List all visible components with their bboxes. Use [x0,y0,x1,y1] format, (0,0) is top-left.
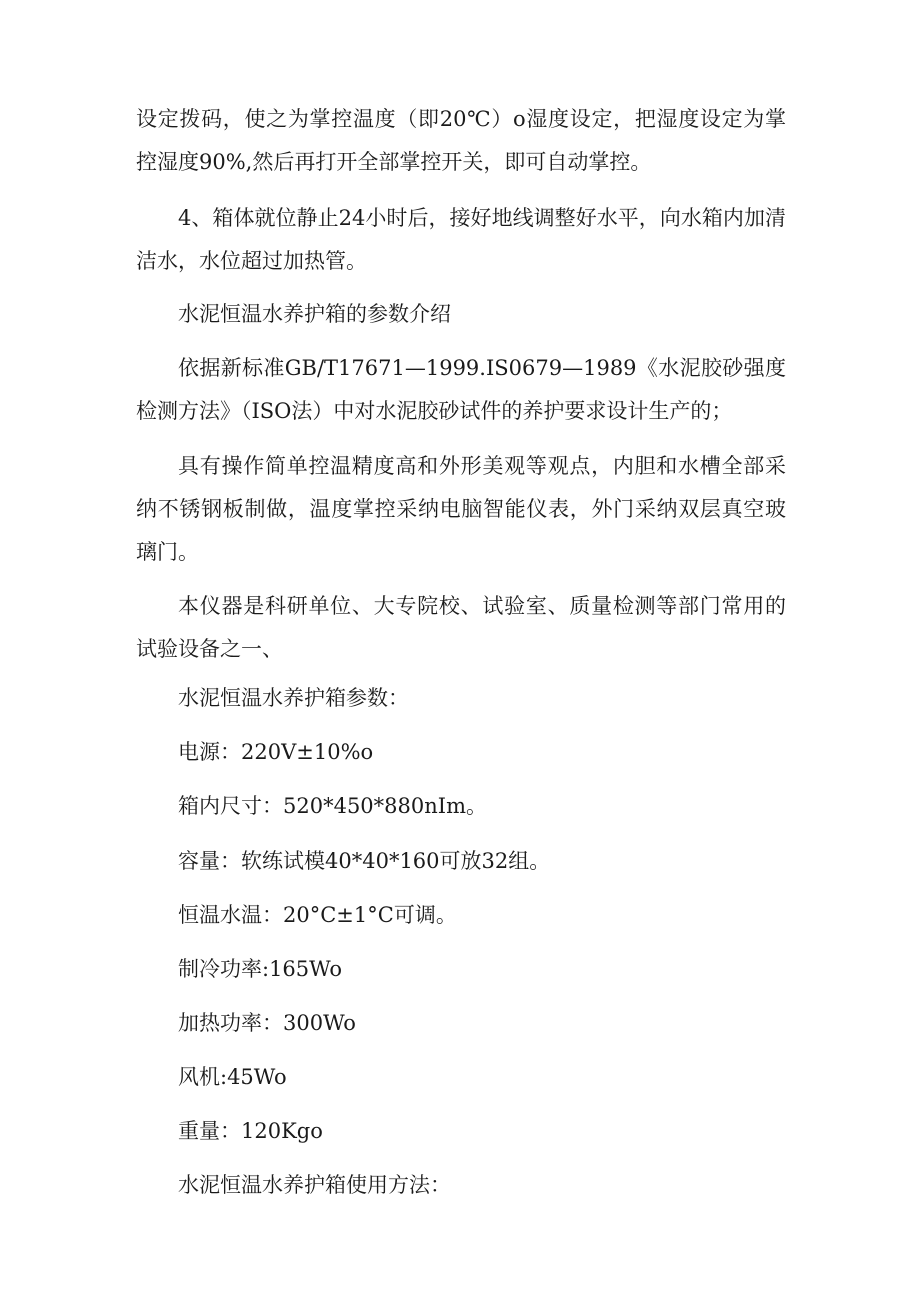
param-inner-size: 箱内尺寸：520*450*880nIm。 [178,794,487,818]
paragraph-usage-scope: 本仪器是科研单位、大专院校、试验室、质量检测等部门常用的试验设备之一、 [136,594,786,661]
paragraph-standard: 依据新标准GB/T17671—1999.IS0679—1989《水泥胶砂强度检测方法》（ISO法）中对水泥胶砂试件的养护要求设计生产的； [136,356,786,423]
section-heading-usage-method: 水泥恒温水养护箱使用方法： [178,1173,451,1197]
param-fan: 风机:45Wo [178,1065,287,1089]
paragraph-features: 具有操作简单控温精度高和外形美观等观点，内胆和水槽全部采纳不锈钢板制做，温度掌控采纳电脑智能仪表，外门采纳双层真空玻璃门。 [136,454,786,564]
param-water-temperature: 恒温水温：20°C±1°C可调。 [178,903,457,927]
param-capacity: 容量：软练试模40*40*160可放32组。 [178,849,551,873]
section-heading-parameters-intro: 水泥恒温水养护箱的参数介绍 [178,302,451,326]
param-heating-power: 加热功率：300Wo [178,1011,356,1035]
param-cooling-power: 制冷功率:165Wo [178,957,342,981]
param-power-supply: 电源：220V±10%o [178,740,374,764]
section-heading-parameters: 水泥恒温水养护箱参数： [178,686,409,710]
paragraph-humidity-setting: 设定拨码，使之为掌控温度（即20℃）o湿度设定，把湿度设定为掌控湿度90%,然后再打开全部掌控开关，即可自动掌控。 [136,107,786,174]
param-weight: 重量：120Kgo [178,1119,323,1143]
paragraph-step-4: 4、箱体就位静止24小时后，接好地线调整好水平，向水箱内加清洁水，水位超过加热管。 [136,206,786,273]
